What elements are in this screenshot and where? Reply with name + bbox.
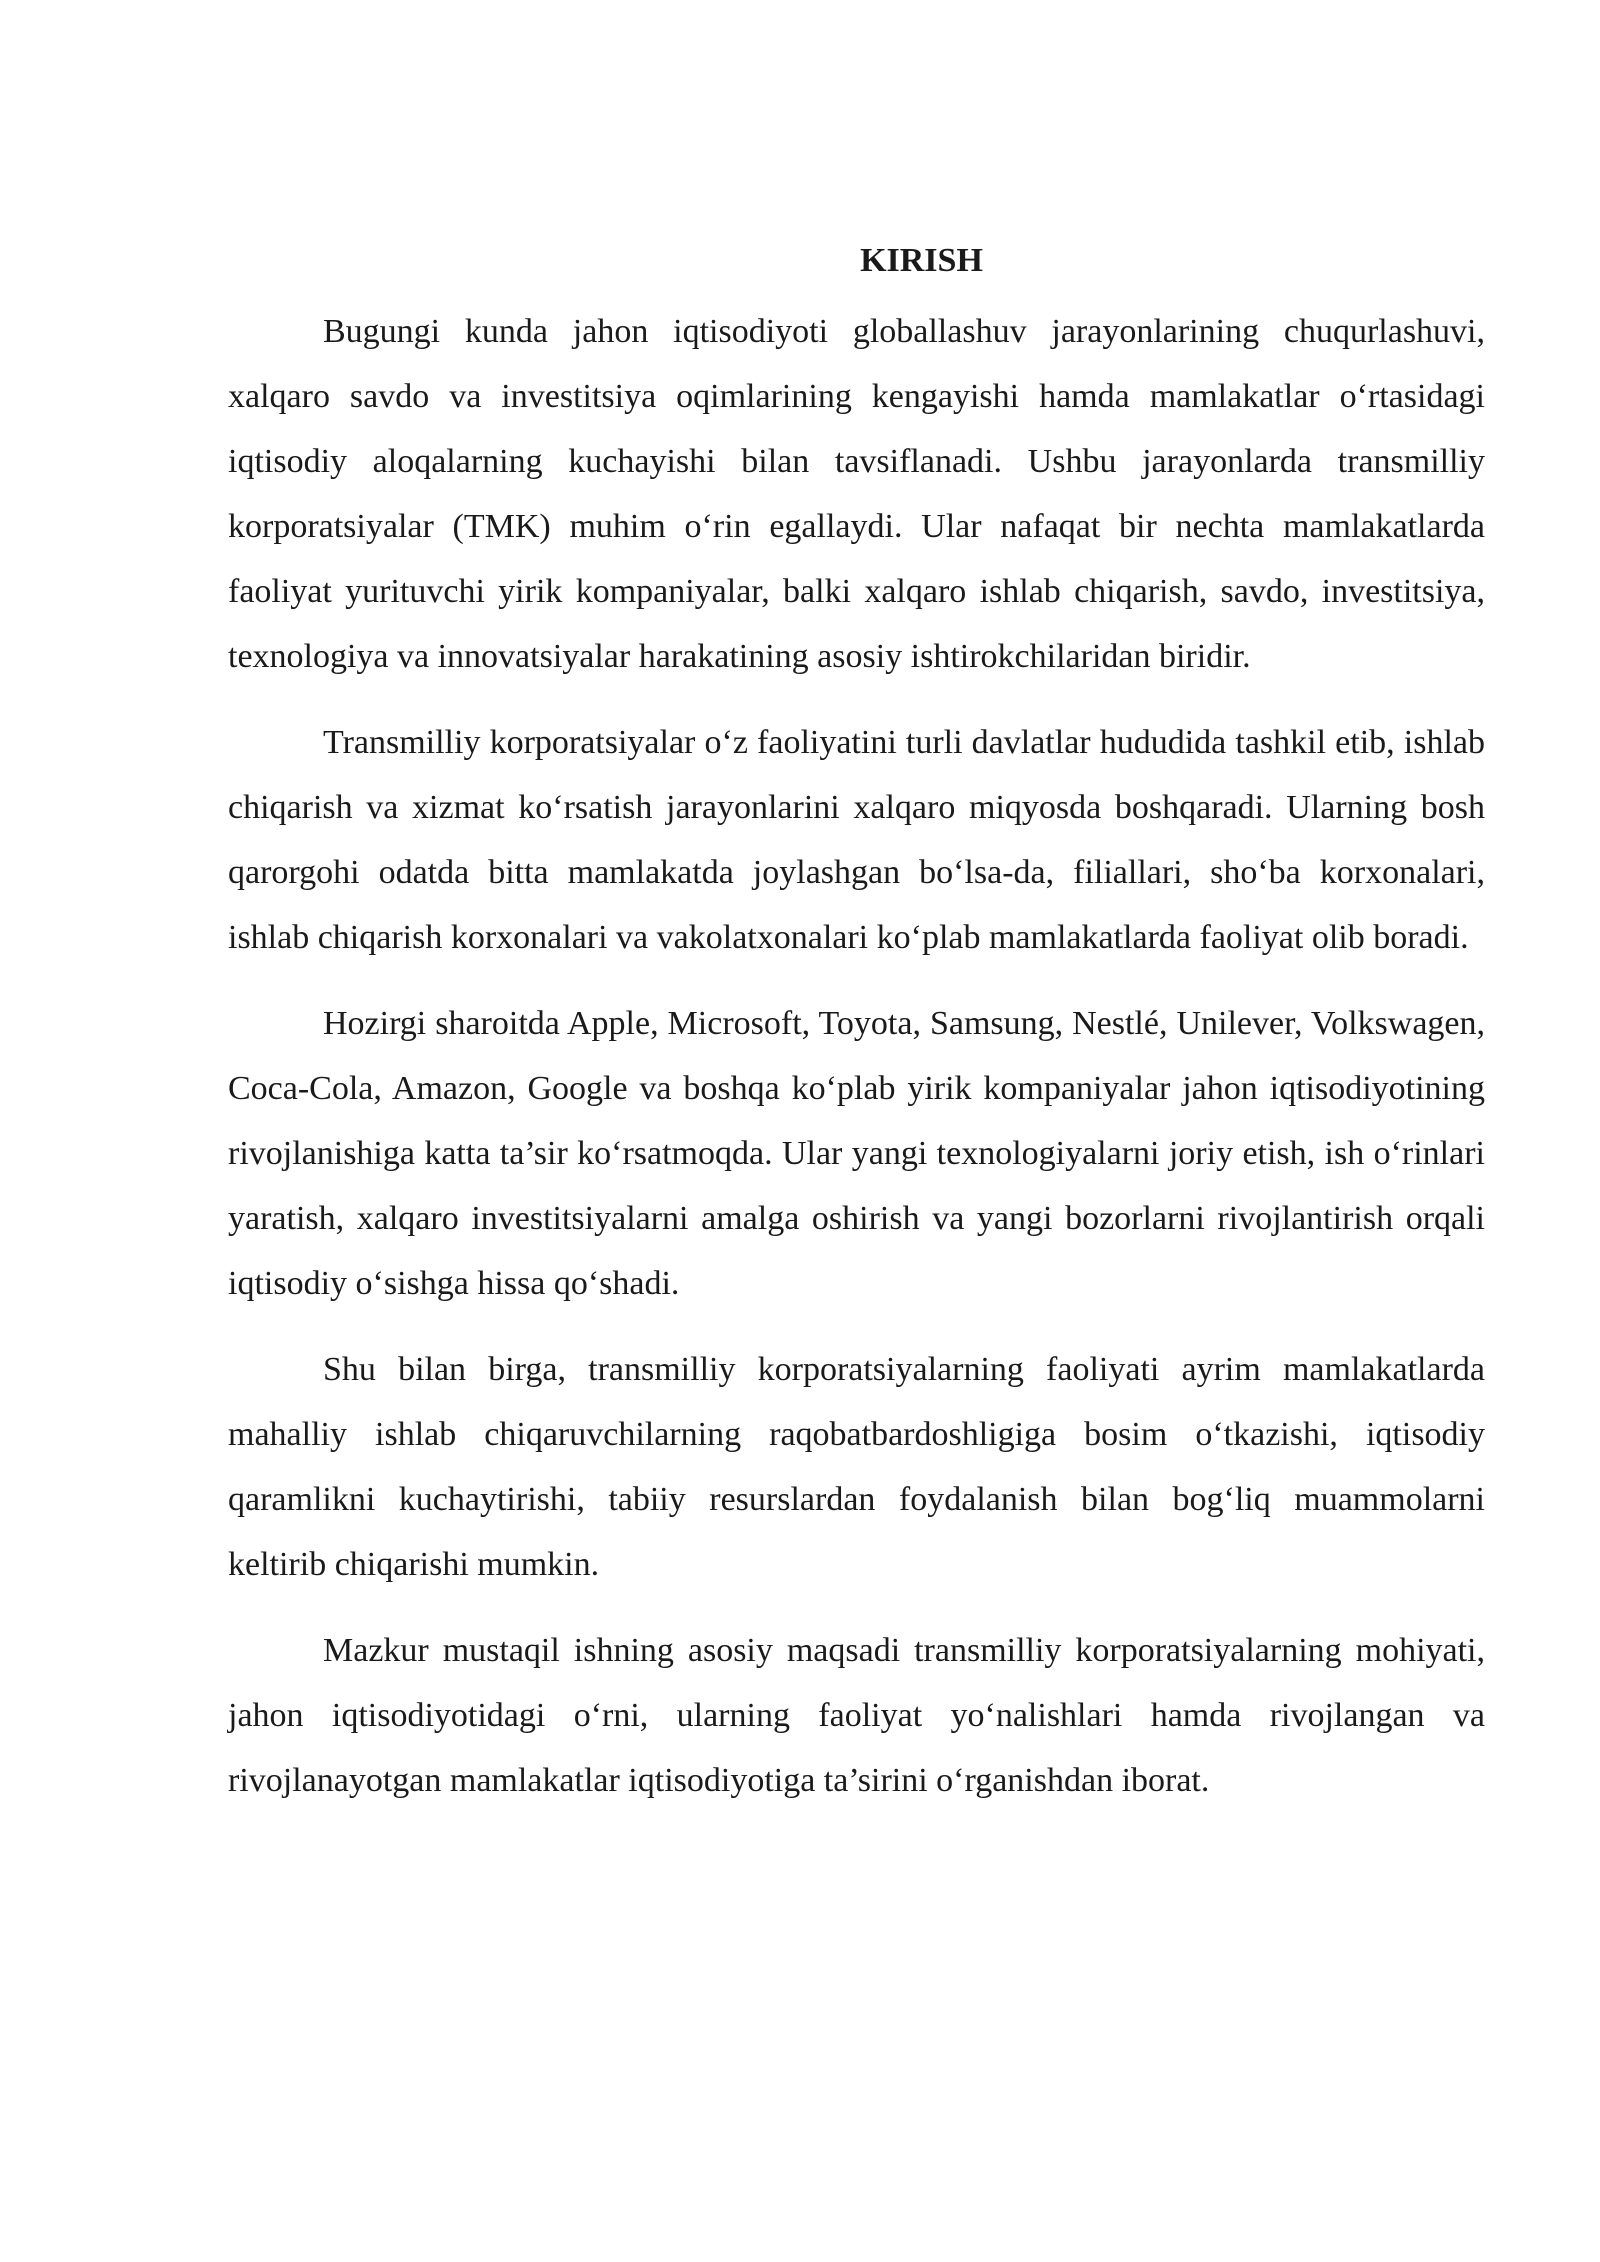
section-title: KIRISH bbox=[860, 242, 983, 279]
paragraph-3: Hozirgi sharoitda Apple, Microsoft, Toyota, Samsung, Nestlé, Unilever, Volkswagen, Coca-Cola, Amazon, Google va boshqa ko‘plab yirik kompaniyalar jahon iqtisodiyotining rivojlanishiga katta ta’sir ko‘rsatmoqda. Ular yangi texnologiyalarni joriy etish, ish o‘rinlari yaratish, xalqaro investitsiyalarni amalga oshirish va yangi bozorlarni rivojlantirish orqali iqtisodiy o‘sishga hissa qo‘shadi. bbox=[228, 1005, 1485, 1302]
paragraph-4: Shu bilan birga, transmilliy korporatsiyalarning faoliyati ayrim mamlakatlarda mahalliy ishlab chiqaruvchilarning raqobatbardoshligiga bosim o‘tkazishi, iqtisodiy qaramlikni kuchaytirishi, tabiiy resurslardan foydalanish bilan bog‘liq muammolarni keltirib chiqarishi mumkin. bbox=[228, 1351, 1485, 1583]
paragraph-2: Transmilliy korporatsiyalar o‘z faoliyatini turli davlatlar hududida tashkil etib, ishlab chiqarish va xizmat ko‘rsatish jarayonlarini xalqaro miqyosda boshqaradi. Ularning bosh qarorgohi odatda bitta mamlakatda joylashgan bo‘lsa-da, filiallari, sho‘ba korxonalari, ishlab chiqarish korxonalari va vakolatxonalari ko‘plab mamlakatlarda faoliyat olib boradi. bbox=[228, 724, 1485, 956]
paragraph-1: Bugungi kunda jahon iqtisodiyoti globallashuv jarayonlarining chuqurlashuvi, xalqaro savdo va investitsiya oqimlarining kengayishi hamda mamlakatlar o‘rtasidagi iqtisodiy aloqalarning kuchayishi bilan tavsiflanadi. Ushbu jarayonlarda transmilliy korporatsiyalar (TMK) muhim o‘rin egallaydi. Ular nafaqat bir nechta mamlakatlarda faoliyat yurituvchi yirik kompaniyalar, balki xalqaro ishlab chiqarish, savdo, investitsiya, texnologiya va innovatsiyalar harakatining asosiy ishtirokchilaridan biridir. bbox=[228, 313, 1485, 675]
paragraph-5: Mazkur mustaqil ishning asosiy maqsadi transmilliy korporatsiyalarning mohiyati, jahon iqtisodiyotidagi o‘rni, ularning faoliyat yo‘nalishlari hamda rivojlangan va rivojlanayotgan mamlakatlar iqtisodiyotiga ta’sirini o‘rganishdan iborat. bbox=[228, 1632, 1485, 1799]
document-body bbox=[228, 236, 1485, 1834]
